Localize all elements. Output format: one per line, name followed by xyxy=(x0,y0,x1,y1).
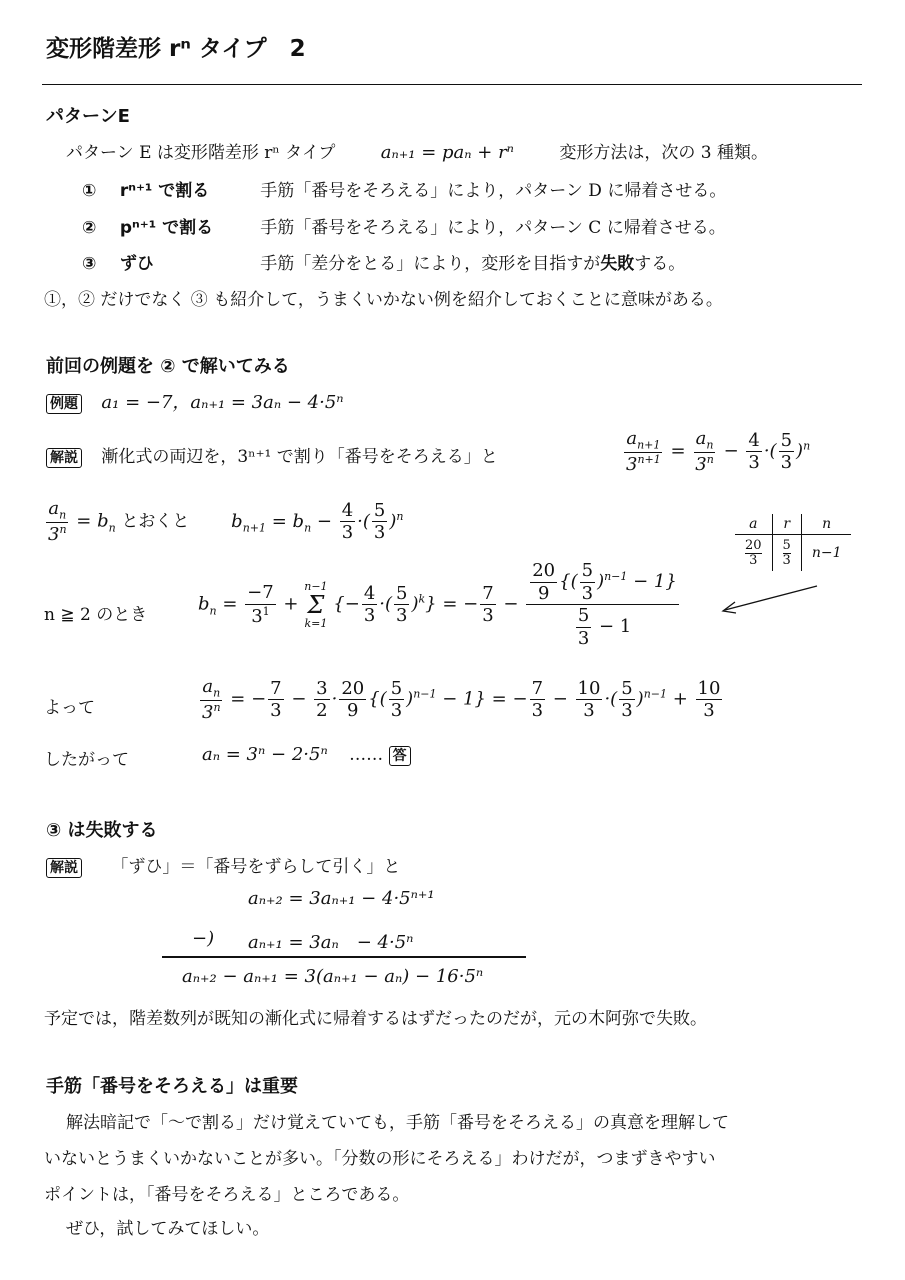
solution-line xyxy=(46,442,498,468)
important-para-line-2: いないとうまくいかないことが多い。「分数の形にそろえる」わけだが，つまずきやすい xyxy=(44,1149,716,1169)
method-number: ① xyxy=(82,181,97,201)
method-desc: 手筋「番号をそろえる」により，パターン D に帰着させる。 xyxy=(260,181,727,201)
divided-formula: $\frac{a_{n+1}}{3^{n+1}}$ = $\frac{a_n}{3^n}$ − $\frac{4}{3}$ ·( $\frac{5}{3}$ )$^n$ xyxy=(626,428,811,475)
intro-line xyxy=(66,138,768,163)
table-header-a: a xyxy=(735,514,772,535)
method-op: pⁿ⁺¹ で割る xyxy=(119,218,214,238)
fail-conclusion: 予定では，階差数列が既知の漸化式に帰着するはずだったのだが，元の木阿弥で失敗。 xyxy=(44,1009,707,1029)
fail-solution-badge: 解説 xyxy=(46,858,82,878)
method-number: ② xyxy=(82,218,97,238)
page-title: 変形階差形 rⁿ タイプ 2 xyxy=(46,36,306,62)
fail-intro: 「ずひ」＝「番号をずらして引く」と xyxy=(111,857,401,877)
table-r-den: 3 xyxy=(782,553,791,569)
answer-line xyxy=(202,744,411,766)
method-number: ③ xyxy=(82,254,97,274)
fail-minus: −) xyxy=(192,928,215,949)
fail-line-1: aₙ₊₂ = 3aₙ₊₁ − 4·5ⁿ⁺¹ xyxy=(248,888,435,909)
method-desc-bold: 失敗 xyxy=(600,254,635,274)
section-heading-example: 前回の例題を ② で解いてみる xyxy=(46,356,290,377)
fail-line-3: aₙ₊₂ − aₙ₊₁ = 3(aₙ₊₁ − aₙ) − 16·5ⁿ xyxy=(182,966,484,987)
solution-badge: 解説 xyxy=(46,448,82,468)
summation-formula: $b_n$ = $\frac{-7}{3^1}$ + n−1 Σ k=1 {− $\frac{4}{3}$ ·( $\frac{5}{3}$ )$^k$} = − $\frac{7}{3}$ − $\frac{20}{9}$ {( $\frac{5}{3}$ )$^{n-1}$ − 1} $\frac{5}{3}$ − 1 xyxy=(198,560,677,649)
method-item-2 xyxy=(82,213,726,238)
table-a-num: 20 xyxy=(745,538,762,553)
method-op: rⁿ⁺¹ で割る xyxy=(119,181,210,201)
so-formula: $\frac{a_n}{3^n}$ = − $\frac{7}{3}$ − $\frac{3}{2}$ · $\frac{20}{9}$ {( $\frac{5}{3}$ )$^{n-1}$ − 1} = − $\frac{7}{3}$ − $\frac{10}{3}$ ·( $\frac{5}{3}$ )$^{n-1}$ + $\frac{10}{3}$ xyxy=(202,676,721,723)
fail-line-2: aₙ₊₁ = 3aₙ − 4·5ⁿ xyxy=(248,932,414,953)
title-divider xyxy=(42,84,862,85)
geometric-series-table xyxy=(735,514,851,571)
intro-text: パターン E は変形階差形 rⁿ タイプ xyxy=(66,143,336,163)
example-badge: 例題 xyxy=(46,394,82,414)
example-line xyxy=(46,388,344,414)
section-heading-pattern-e: パターンE xyxy=(46,106,130,127)
therefore-text: したがって xyxy=(44,750,129,770)
method-item-1 xyxy=(82,176,726,201)
important-para-line-1: 解法暗記で「〜で割る」だけ覚えていても，手筋「番号をそろえる」の真意を理解して xyxy=(66,1113,729,1133)
answer-formula: aₙ = 3ⁿ − 2·5ⁿ xyxy=(202,744,328,765)
table-header-r: r xyxy=(772,514,801,535)
important-para-2: ぜひ，試してみてほしい。 xyxy=(66,1219,270,1239)
method-op: ずひ xyxy=(119,254,154,274)
set-text: とおくと xyxy=(121,511,190,532)
solution-text: 漸化式の両辺を，3ⁿ⁺¹ で割り「番号をそろえる」と xyxy=(101,447,498,467)
subtraction-rule xyxy=(162,956,526,958)
arrow-icon xyxy=(715,580,825,620)
method-item-3 xyxy=(82,249,685,274)
section-heading-fail: ③ は失敗する xyxy=(46,820,158,841)
section-e-note: ①，② だけでなく ③ も紹介して，うまくいかない例を紹介しておくことに意味がある。 xyxy=(44,290,723,310)
section-heading-important: 手筋「番号をそろえる」は重要 xyxy=(46,1076,298,1097)
answer-dots: …… xyxy=(349,745,384,765)
when-text: n ≧ 2 のとき xyxy=(44,605,148,625)
example-formula: a₁ = −7，aₙ₊₁ = 3aₙ − 4·5ⁿ xyxy=(101,392,344,413)
substitution-line: $\frac{a_n}{3^n}$ = $b_n$ とおくと $b_{n+1} = b_n$ − $\frac{4}{3}$ ·( $\frac{5}{3}$ )$^n$ xyxy=(48,498,404,545)
fail-solution-line xyxy=(46,852,400,878)
method-desc-post: する。 xyxy=(634,254,686,274)
intro-formula: aₙ₊₁ = paₙ + rⁿ xyxy=(380,142,514,163)
so-text: よって xyxy=(44,698,95,718)
table-n-value: n−1 xyxy=(811,544,842,561)
method-desc-pre: 手筋「差分をとる」により，変形を目指すが xyxy=(260,254,601,274)
table-a-den: 3 xyxy=(749,553,758,569)
answer-badge: 答 xyxy=(389,746,411,766)
method-desc: 手筋「番号をそろえる」により，パターン C に帰着させる。 xyxy=(260,218,726,238)
table-r-num: 5 xyxy=(782,538,791,553)
table-header-n: n xyxy=(801,514,851,535)
important-para-line-3: ポイントは，「番号をそろえる」ところである。 xyxy=(44,1185,410,1205)
intro-tail: 変形方法は，次の 3 種類。 xyxy=(559,143,769,163)
